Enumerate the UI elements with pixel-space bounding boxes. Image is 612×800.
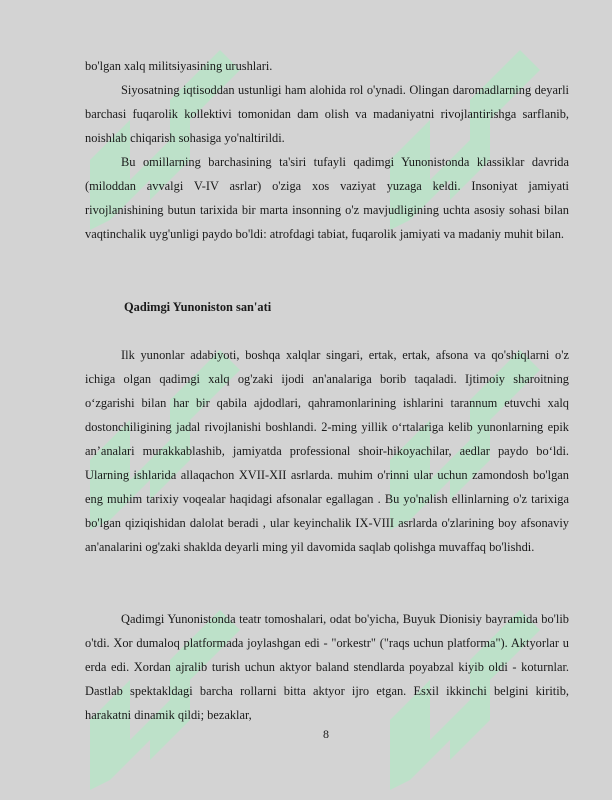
paragraph-politics: Siyosatning iqtisoddan ustunligi ham alohida rol o'ynadi. Olingan daromadlarning deyarli barchasi fuqarolik kollektivi tomonidan dam olish va madaniyatni rivojlantirishga sarflanib, noishlab chiqarish sohasiga yo'naltirildi.: [85, 83, 569, 145]
page-number: 8: [323, 727, 329, 741]
paragraph-theatre: Qadimgi Yunonistonda teatr tomoshalari, odat bo'yicha, Buyuk Dionisiy bayramida bo'lib o'tdi. Xor dumaloq platformada joylashgan edi - "orkestr" ("raqs uchun platforma"). Aktyorlar u erda edi. Xordan ajralib turish uchun aktyor baland stendlarda poyabzal kiyib oldi - koturnlar. Dastlab spektakldagi barcha rollarni bitta aktyor ijro etgan. Esxil ikkinchi belgini kiritib, harakatni dinamik qildi; bezaklar,: [85, 612, 569, 722]
paragraph-classical-period: Bu omillarning barchasining ta'siri tufayli qadimgi Yunonistonda klassiklar davrida (miloddan avvalgi V-IV asrlar) o'ziga xos vaziyat yuzaga keldi. Insoniyat jamiyati rivojlanishining butun tarixida bir marta insonning o'z mavjudligining uchta asosiy sohasi bilan vaqtinchalik uyg'unligi paydo bo'ldi: atrofdagi tabiat, fuqarolik jamiyati va madaniy muhit bilan.: [85, 155, 569, 241]
paragraph-literature: Ilk yunonlar adabiyoti, boshqa xalqlar singari, ertak, ertak, afsona va qo'shiqlarni o'z ichiga olgan qadimgi xalq og'zaki ijodi an'analariga borib taqaladi. Ijtimoiy sharoitning o‘zgarishi bilan har bir qabila ajdodlari, qahramonlarining ishlarini tarannum etuvchi xalq dostonchiligining jadal rivojlanishi boshlandi. 2-ming yillik o‘rtalariga kelib yunonlarning epik an’analari murakkablashib, jamiyatda professional shoir-hikoyachilar, aedlar paydo bo‘ldi. Ularning ishlarida allaqachon XVII-XII asrlarda. muhim o'rinni ular uchun zamondosh bo'lgan eng muhim tarixiy voqealar haqidagi afsonalar egallagan . Bu yo'nalish ellinlarning o'z tarixiga bo'lgan qiziqishidan dalolat beradi , ular keyinchalik IX-VIII asrlarda o'zlarining boy afsonaviy an'analarini og'zaki shaklda deyarli ming yil davomida saqlab qolishga muvaffaq bo'lishdi.: [85, 348, 569, 554]
paragraph-continuation: bo'lgan xalq militsiyasining urushlari.: [85, 59, 273, 73]
section-heading: Qadimgi Yunoniston san'ati: [124, 300, 272, 314]
